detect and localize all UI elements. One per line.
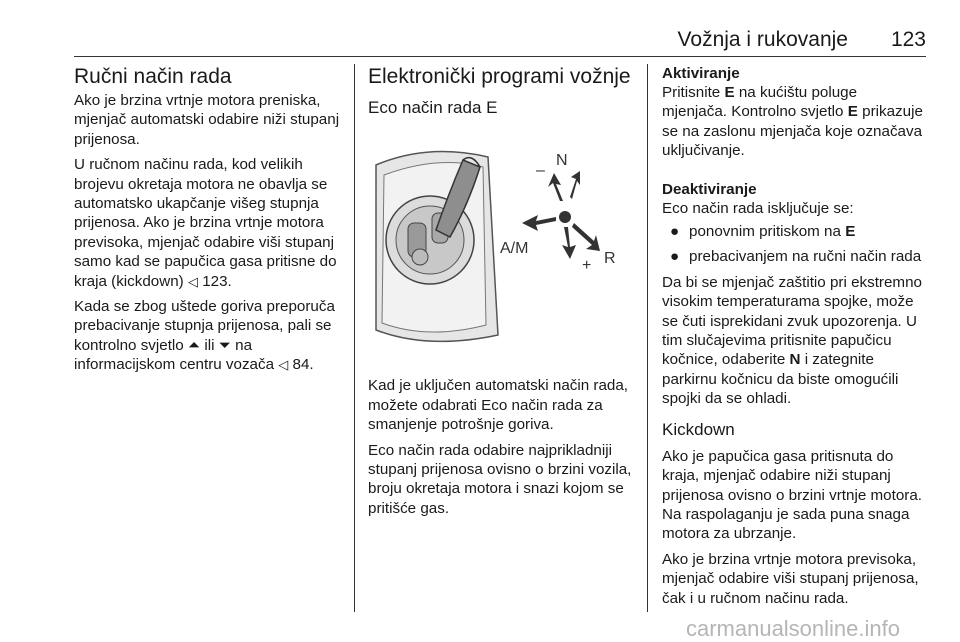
gear-lever-illustration xyxy=(368,135,632,353)
gear-position-n: N xyxy=(556,152,568,169)
page-ref-link[interactable]: 84. xyxy=(292,356,314,374)
header-rule xyxy=(74,56,926,57)
eco-mode-p2: Eco način rada odabire najprikladniji stupanj prijenosa ovisno o brzini vozila, broju okretaja motora i snazi kojom se pritišće gas. xyxy=(368,441,632,517)
kickdown-p2: Ako je brzina vrtnje motora previsoka, mjenjač odabire viši stupanj prijenosa, čak i u ručnom načinu rada. xyxy=(662,550,919,607)
manual-mode-heading: Ručni način rada xyxy=(74,65,232,88)
upshift-indicator-icon: ⏶ xyxy=(187,336,201,354)
kickdown-p1: Ako je papučica gasa pritisnuta do kraja, mjenjač odabire niži stupanj prijenosa ovisno o brzini vrtnje motora. Na raspolaganju je sada puna snaga motora za ubrzanje. xyxy=(662,447,922,543)
watermark: carmanualsonline.info xyxy=(685,616,900,641)
gear-position-r: R xyxy=(604,250,616,267)
gear-position-minus: – xyxy=(536,162,545,179)
downshift-indicator-icon: ⏷ xyxy=(218,336,231,354)
gear-position-am: A/M xyxy=(500,240,529,257)
column-right xyxy=(662,64,926,614)
section-title: Vožnja i rukovanje xyxy=(677,28,848,51)
electronic-programs-heading: Elektronički programi vožnje xyxy=(368,65,631,88)
eco-mode-heading: Eco način rada E xyxy=(368,98,498,117)
list-item: ● ponovnim pritiskom na E xyxy=(670,223,856,241)
bullet-icon: ● xyxy=(670,248,680,266)
activation-text: Pritisnite E na kućištu poluge mjenjača. Kontrolno svjetlo E prikazuje se na zaslonu mjenjača koje označava uključivanje. xyxy=(662,84,923,160)
manual-mode-p1: Ako je brzina vrtnje motora preniska, mjenjač automatski odabire niži stupanj prijenosa. xyxy=(74,92,340,148)
column-left xyxy=(74,64,344,381)
deactivation-list xyxy=(662,222,926,267)
deactivation-intro: Eco način rada isključuje se: xyxy=(662,199,854,217)
page-header xyxy=(74,28,926,58)
column-separator xyxy=(647,64,648,612)
column-middle xyxy=(368,64,632,524)
manual-mode-p2: U ručnom načinu rada, kod velikih brojevu okretaja motora ne obavlja se automatsko ukapčanje višeg stupnja prijenosa. Ako je brzina vrtnje motora previsoka, mjenjač odabire viši stupanj samo kad se papučica gasa pritisne do kraja (kickdown) ◁ 123. xyxy=(74,156,337,290)
page-ref-icon: ◁ xyxy=(278,357,289,373)
manual-mode-p3: Kada se zbog uštede goriva preporuča prebacivanje stupnja prijenosa, pali se kontrolno svjetlo ⏶ ili ⏷ na informacijskom centru vozača ◁ 84. xyxy=(74,298,335,374)
gear-position-plus: + xyxy=(582,257,592,274)
eco-mode-p1: Kad je uključen automatski način rada, možete odabrati Eco način rada za smanjenje potrošnje goriva. xyxy=(368,377,629,434)
kickdown-heading: Kickdown xyxy=(662,419,735,439)
column-separator xyxy=(354,64,355,612)
deactivation-heading: Deaktiviranje xyxy=(662,180,757,198)
page-ref-link[interactable]: 123. xyxy=(202,272,232,290)
list-item: ● prebacivanjem na ručni način rada xyxy=(670,248,922,266)
activation-heading: Aktiviranje xyxy=(662,65,740,82)
bullet-icon: ● xyxy=(670,223,680,241)
overheat-protection-text: Da bi se mjenjač zaštitio pri ekstremno visokim temperaturama spojke, može se čuti isprekidani zvuk upozorenja. U tim slučajevima pritisnite papučicu kočnice, odaberite N i zategnite parkirnu kočnicu da biste omogućili spojki da se ohladi. xyxy=(662,273,922,408)
page-ref-icon: ◁ xyxy=(187,273,198,289)
page-number: 123 xyxy=(890,28,926,51)
